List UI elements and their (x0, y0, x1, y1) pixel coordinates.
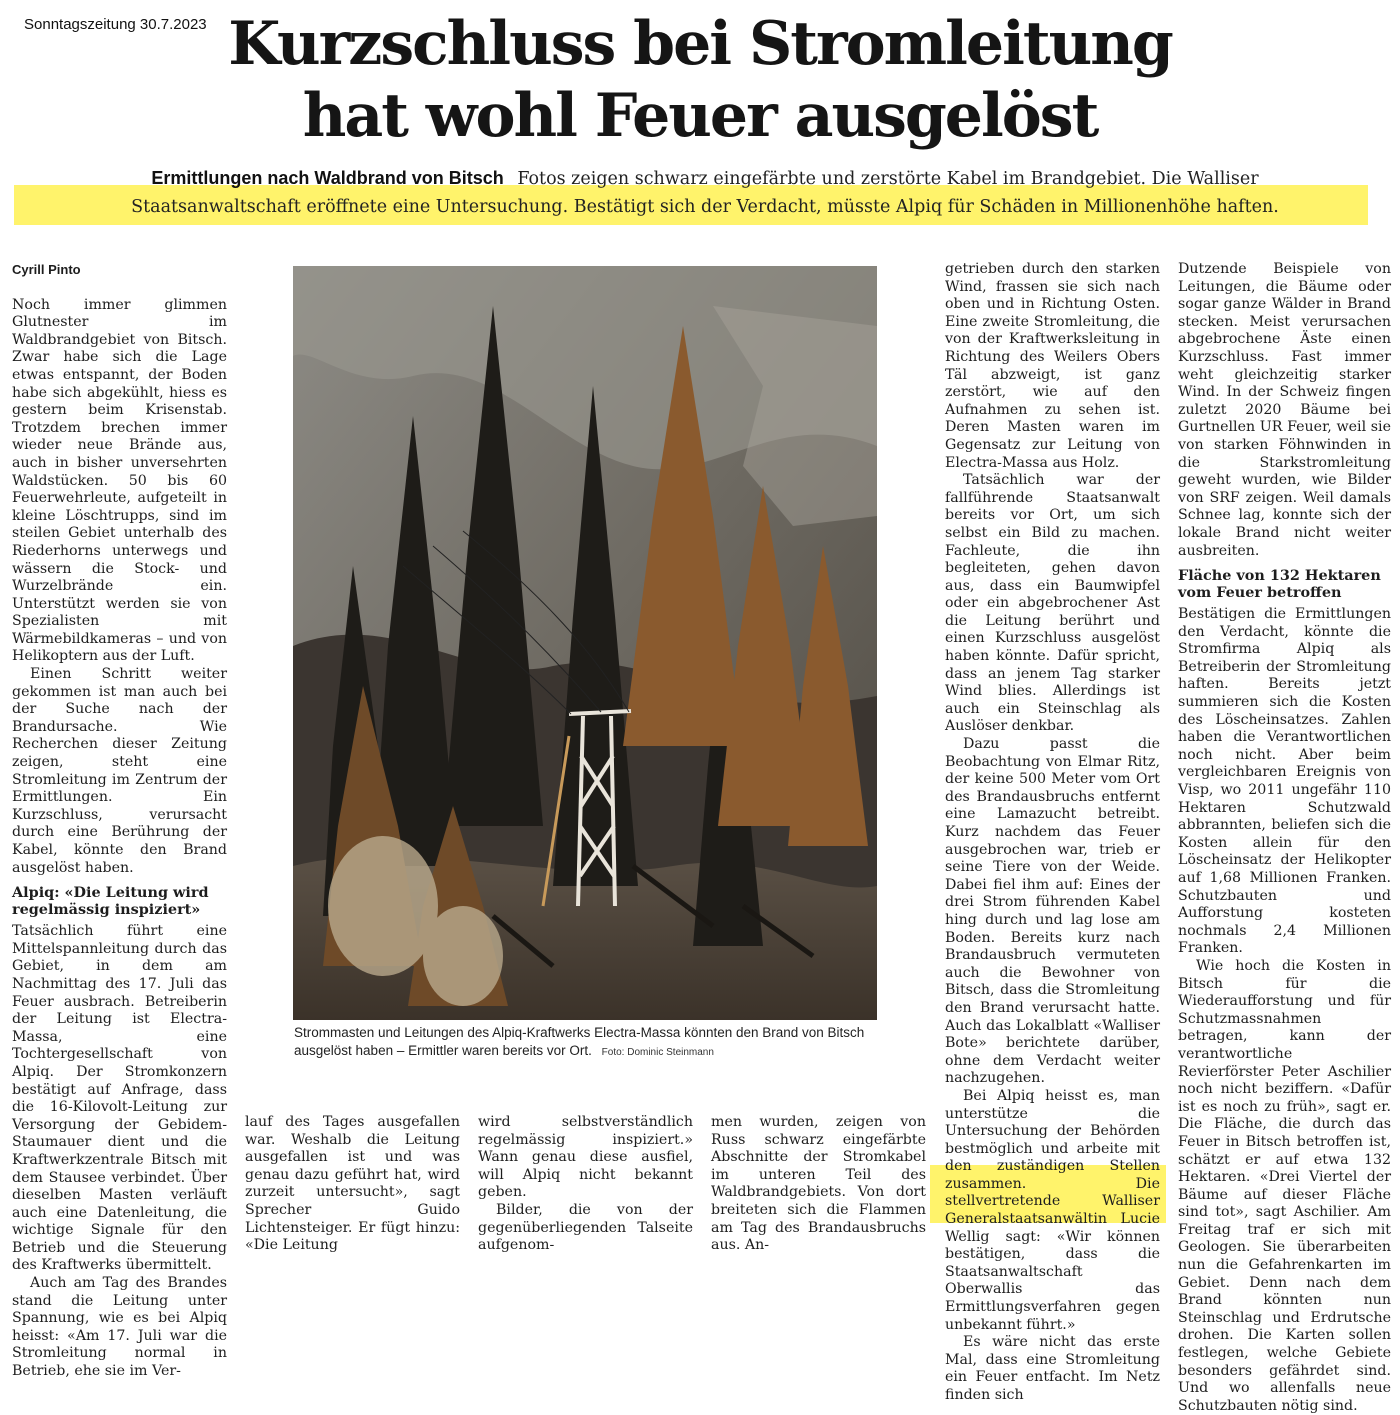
subheading: Alpiq: «Die Leitung wird regelmässig inspiziert» (12, 884, 209, 919)
paragraph: getrieben durch den starken Wind, frassen sie sich nach oben und in Richtung Osten. Eine zweite Stromleitung, die von der Kraftwerksleitung in Richtung des Weilers Obers Täl abzweigt, ist ganz zerstört, wie auf den Aufnahmen zu sehen ist. Deren Masten waren im Gegensatz zur Leitung von Electra-Massa aus Holz. (945, 261, 1160, 471)
paragraph: Auch am Tag des Brandes stand die Leitung unter Spannung, wie es bei Alpiq heisst: «Am 17. Juli war die Stromleitung normal in Betrieb, ehe sie im Ver- (12, 1275, 227, 1380)
article-column-4 (945, 261, 1160, 1403)
lead-paragraph (90, 164, 1320, 221)
photo-credit: Foto: Dominic Steinmann (601, 1047, 714, 1058)
paragraph: Bestätigen die Ermittlungen den Verdacht, könnte die Stromfirma Alpiq als Betreiberin der Stromleitung haften. Bereits jetzt summieren sich die Kosten des Löscheinsatzes. Zahlen haben die Verantwortlichen noch nicht. Aber beim vergleichbaren Ereignis von Visp, wo 2011 ungefähr 110 Hektaren Schutzwald abbrannten, beliefen sich die Kosten allein für den Löscheinsatz der Helikopter auf 1,68 Millionen Franken. Schutzbauten und Aufforstung kosteten nochmals 2,4 Millionen Franken. (1178, 606, 1391, 957)
headline-line-2: hat wohl Feuer ausgelöst (302, 81, 1098, 151)
headline (0, 8, 1400, 152)
headline-line-1: Kurzschluss bei Stromleitung (228, 9, 1172, 79)
paragraph: Wie hoch die Kosten in Bitsch für die Wiederaufforstung und für Schutzmassnahmen betragen, kann der verantwortliche Revierförster Peter Aschilier noch nicht beziffern. «Dafür ist es noch zu früh», sagt er. Die Fläche, die durch das Feuer in Bitsch betroffen ist, schätzt er auf etwa 132 Hektaren. «Drei Viertel der Bäume auf dieser Fläche sind tot», sagt Aschilier. Am Freitag traf er sich mit Geologen. Sie überarbeiten nun die Gefahrenkarten im Gebiet. Denn nach dem Brand könnten nun Steinschlag und Erdrutsche drohen. Die Karten sollen festlegen, welche Gebiete besonders gefährdet sind. Und wo allenfalls neue Schutzbauten nötig sind. (1178, 957, 1391, 1414)
paragraph: Dutzende Beispiele von Leitungen, die Bäume oder sogar ganze Wälder in Brand stecken. Meist verursachen abgebrochene Äste einen Kurzschluss. Fast immer weht gleichzeitig starker Wind. In der Schweiz fingen zuletzt 2020 Bäume bei Gurtnellen UR Feuer, weil sie von starken Föhnwinden in die Starkstromleitung geweht wurden, wie Bilder von SRF zeigen. Weil damals Schnee lag, konnte sich der lokale Brand nicht weiter ausbreiten. (1178, 261, 1391, 559)
paragraph: lauf des Tages ausgefallen war. Weshalb die Leitung ausgefallen ist und was genau dazu geführt hat, wird zurzeit untersucht», sagt Sprecher Guido Lichtensteiger. Er fügt hinzu: «Die Leitung (245, 1114, 460, 1254)
paragraph: Bilder, die von der gegenüberliegenden Talseite aufgenom- (478, 1201, 693, 1254)
article-column-1 (12, 261, 227, 1380)
lead-text: Fotos zeigen schwarz eingefärbte und zerstörte Kabel im Brandgebiet. Die Walliser Staatsanwaltschaft eröffnete eine Untersuchung. Bestätigt sich der Verdacht, müsste Alpiq für Schäden in Millionenhöhe haften. (131, 169, 1279, 217)
article-column-3 (478, 1114, 693, 1254)
source-label: Sonntagszeitung 30.7.2023 (24, 16, 207, 33)
paragraph: Einen Schritt weiter gekommen ist man auch bei der Suche nach der Brandursache. Wie Recherchen dieser Zeitung zeigen, steht eine Stromleitung im Zentrum der Ermittlungen. Ein Kurzschluss, verursacht durch eine Berührung der Kabel, könnte den Brand ausgelöst haben. (12, 666, 227, 876)
paragraph: men wurden, zeigen von Russ schwarz eingefärbte Abschnitte der Stromkabel im unteren Teil des Waldbrandgebiets. Von dort breiteten sich die Flammen am Tag des Brandausbruchs aus. An- (711, 1114, 926, 1254)
paragraph: wird selbstverständlich regelmässig inspiziert.» Wann genau diese ausfiel, will Alpiq nicht bekannt geben. (478, 1114, 693, 1201)
caption-text: Strommasten und Leitungen des Alpiq-Kraftwerks Electra-Massa könnten den Brand von Bitsch ausgelöst haben – Ermittler waren bereits vor Ort. (294, 1025, 865, 1058)
article-column-5 (1178, 261, 1391, 1414)
paragraph: Bei Alpiq heisst es, man unterstütze die Untersuchung der Behörden bestmöglich und arbeite mit den zuständigen Stellen zusammen. Die stellvertretende Walliser Generalstaatsanwältin Lucie Wellig sagt: «Wir können bestätigen, dass die Staatsanwaltschaft Oberwallis das Ermittlungsverfahren gegen unbekannt führt.» (945, 1087, 1160, 1333)
article-column-2 (245, 1114, 460, 1254)
author-byline: Cyrill Pinto (12, 262, 81, 277)
paragraph: Tatsächlich war der fallführende Staatsanwalt bereits vor Ort, um sich selbst ein Bild zu machen. Fachleute, die ihn begleiteten, gehen davon aus, dass ein Baumwipfel oder ein abgebrochener Ast die Leitung berührt und einen Kurzschluss ausgelöst haben könnte. Dafür spricht, dass an jenem Tag starker Wind blies. Allerdings ist auch ein Steinschlag als Auslöser denkbar. (945, 472, 1160, 735)
article-photo (293, 266, 877, 1020)
paragraph: Noch immer glimmen Glutnester im Waldbrandgebiet von Bitsch. Zwar habe sich die Lage etwas entspannt, der Boden habe sich abgekühlt, hiess es gestern beim Krisenstab. Trotzdem brechen immer wieder neue Brände aus, auch in bisher unversehrten Waldstücken. 50 bis 60 Feuerwehrleute, aufgeteilt in kleine Löschtrupps, sind im steilen Gebiet unterhalb des Riederhorns unterwegs und wässern die Stock- und Wurzelbrände ein. Unterstützt werden sie von Spezialisten mit Wärmebildkameras – und von Helikoptern aus der Luft. (12, 296, 227, 665)
paragraph: Dazu passt die Beobachtung von Elmar Ritz, der keine 500 Meter vom Ort des Brandausbruchs entfernt eine Lamazucht betreibt. Kurz nachdem das Feuer ausgebrochen war, trieb er seine Tiere von der Weide. Dabei fiel ihm auf: Eines der drei Strom führenden Kabel hing durch und lag lose am Boden. Bereits kurz nach Brandausbruch vermuteten auch die Bewohner von Bitsch, dass die Stromleitung den Brand verursacht hatte. Auch das Lokalblatt «Walliser Bote» berichtete darüber, ohne dem Verdacht weiter nachzugehen. (945, 736, 1160, 1087)
paragraph: Tatsächlich führt eine Mittelspannleitung durch das Gebiet, in dem am Nachmittag des 17. Juli das Feuer ausbrach. Betreiberin der Leitung ist Electra-Massa, eine Tochtergesellschaft von Alpiq. Der Stromkonzern bestätigt auf Anfrage, dass die 16-Kilovolt-Leitung zur Versorgung der Gebidem-Staumauer dient und die Kraftwerkzentrale Bitsch mit dem Stausee verbindet. Über dieselben Masten verläuft auch eine Datenleitung, die wichtige Signale für den Betrieb und die Steuerung des Kraftwerks übermittelt. (12, 923, 227, 1274)
photo-caption (294, 1024, 884, 1062)
highlighted-paragraph: Es wäre nicht das erste Mal, dass eine Stromleitung ein Feuer entfacht. Im Netz finden sich (945, 1334, 1160, 1403)
article-column-3b (711, 1114, 926, 1254)
forest-fire-power-line-photo (293, 266, 877, 1020)
subheading: Fläche von 132 Hektaren vom Feuer betroffen (1178, 567, 1381, 602)
lead-kicker: Ermittlungen nach Waldbrand von Bitsch (151, 168, 504, 188)
